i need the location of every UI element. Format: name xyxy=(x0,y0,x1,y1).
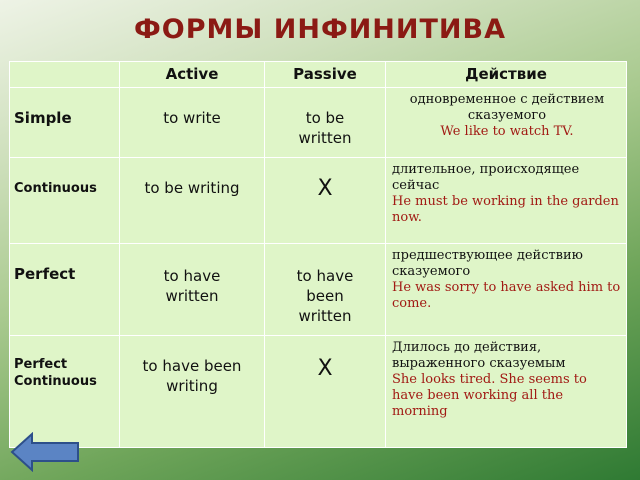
example-sentence: She looks tired. She seems to have been working all the morning xyxy=(392,372,587,419)
header-action: Действие xyxy=(386,62,627,88)
back-arrow-icon xyxy=(10,432,80,472)
active-form: to be writing xyxy=(120,158,265,244)
action-description xyxy=(386,244,627,336)
description-text: Длилось до действия, выраженного сказуемым xyxy=(392,340,566,371)
header-active: Active xyxy=(120,62,265,88)
back-button[interactable] xyxy=(10,432,80,472)
form-name: Perfect Continuous xyxy=(10,336,120,448)
passive-form: to have been written xyxy=(265,244,386,336)
action-description xyxy=(386,158,627,244)
table-header-row xyxy=(10,62,627,88)
example-sentence: He must be working in the garden now. xyxy=(392,194,619,225)
passive-form: to be written xyxy=(265,88,386,158)
infinitive-forms-table xyxy=(9,61,627,448)
form-name: Perfect xyxy=(10,244,120,336)
table-row xyxy=(10,336,627,448)
page-title: ФОРМЫ ИНФИНИТИВА xyxy=(133,14,506,45)
active-form: to have been writing xyxy=(120,336,265,448)
table-row xyxy=(10,88,627,158)
description-text: одновременное с действием сказуемого xyxy=(409,92,605,123)
header-corner xyxy=(10,62,120,88)
example-sentence: He was sorry to have asked him to come. xyxy=(392,280,621,311)
form-name: Simple xyxy=(10,88,120,158)
description-text: предшествующее действию сказуемого xyxy=(392,248,583,279)
active-form: to write xyxy=(120,88,265,158)
table-row xyxy=(10,244,627,336)
example-sentence: We like to watch TV. xyxy=(440,124,574,139)
header-passive: Passive xyxy=(265,62,386,88)
action-description xyxy=(386,88,627,158)
passive-form: X xyxy=(265,336,386,448)
active-form: to have written xyxy=(120,244,265,336)
passive-form: X xyxy=(265,158,386,244)
description-text: длительное, происходящее сейчас xyxy=(392,162,580,193)
action-description xyxy=(386,336,627,448)
form-name: Continuous xyxy=(10,158,120,244)
table-row xyxy=(10,158,627,244)
